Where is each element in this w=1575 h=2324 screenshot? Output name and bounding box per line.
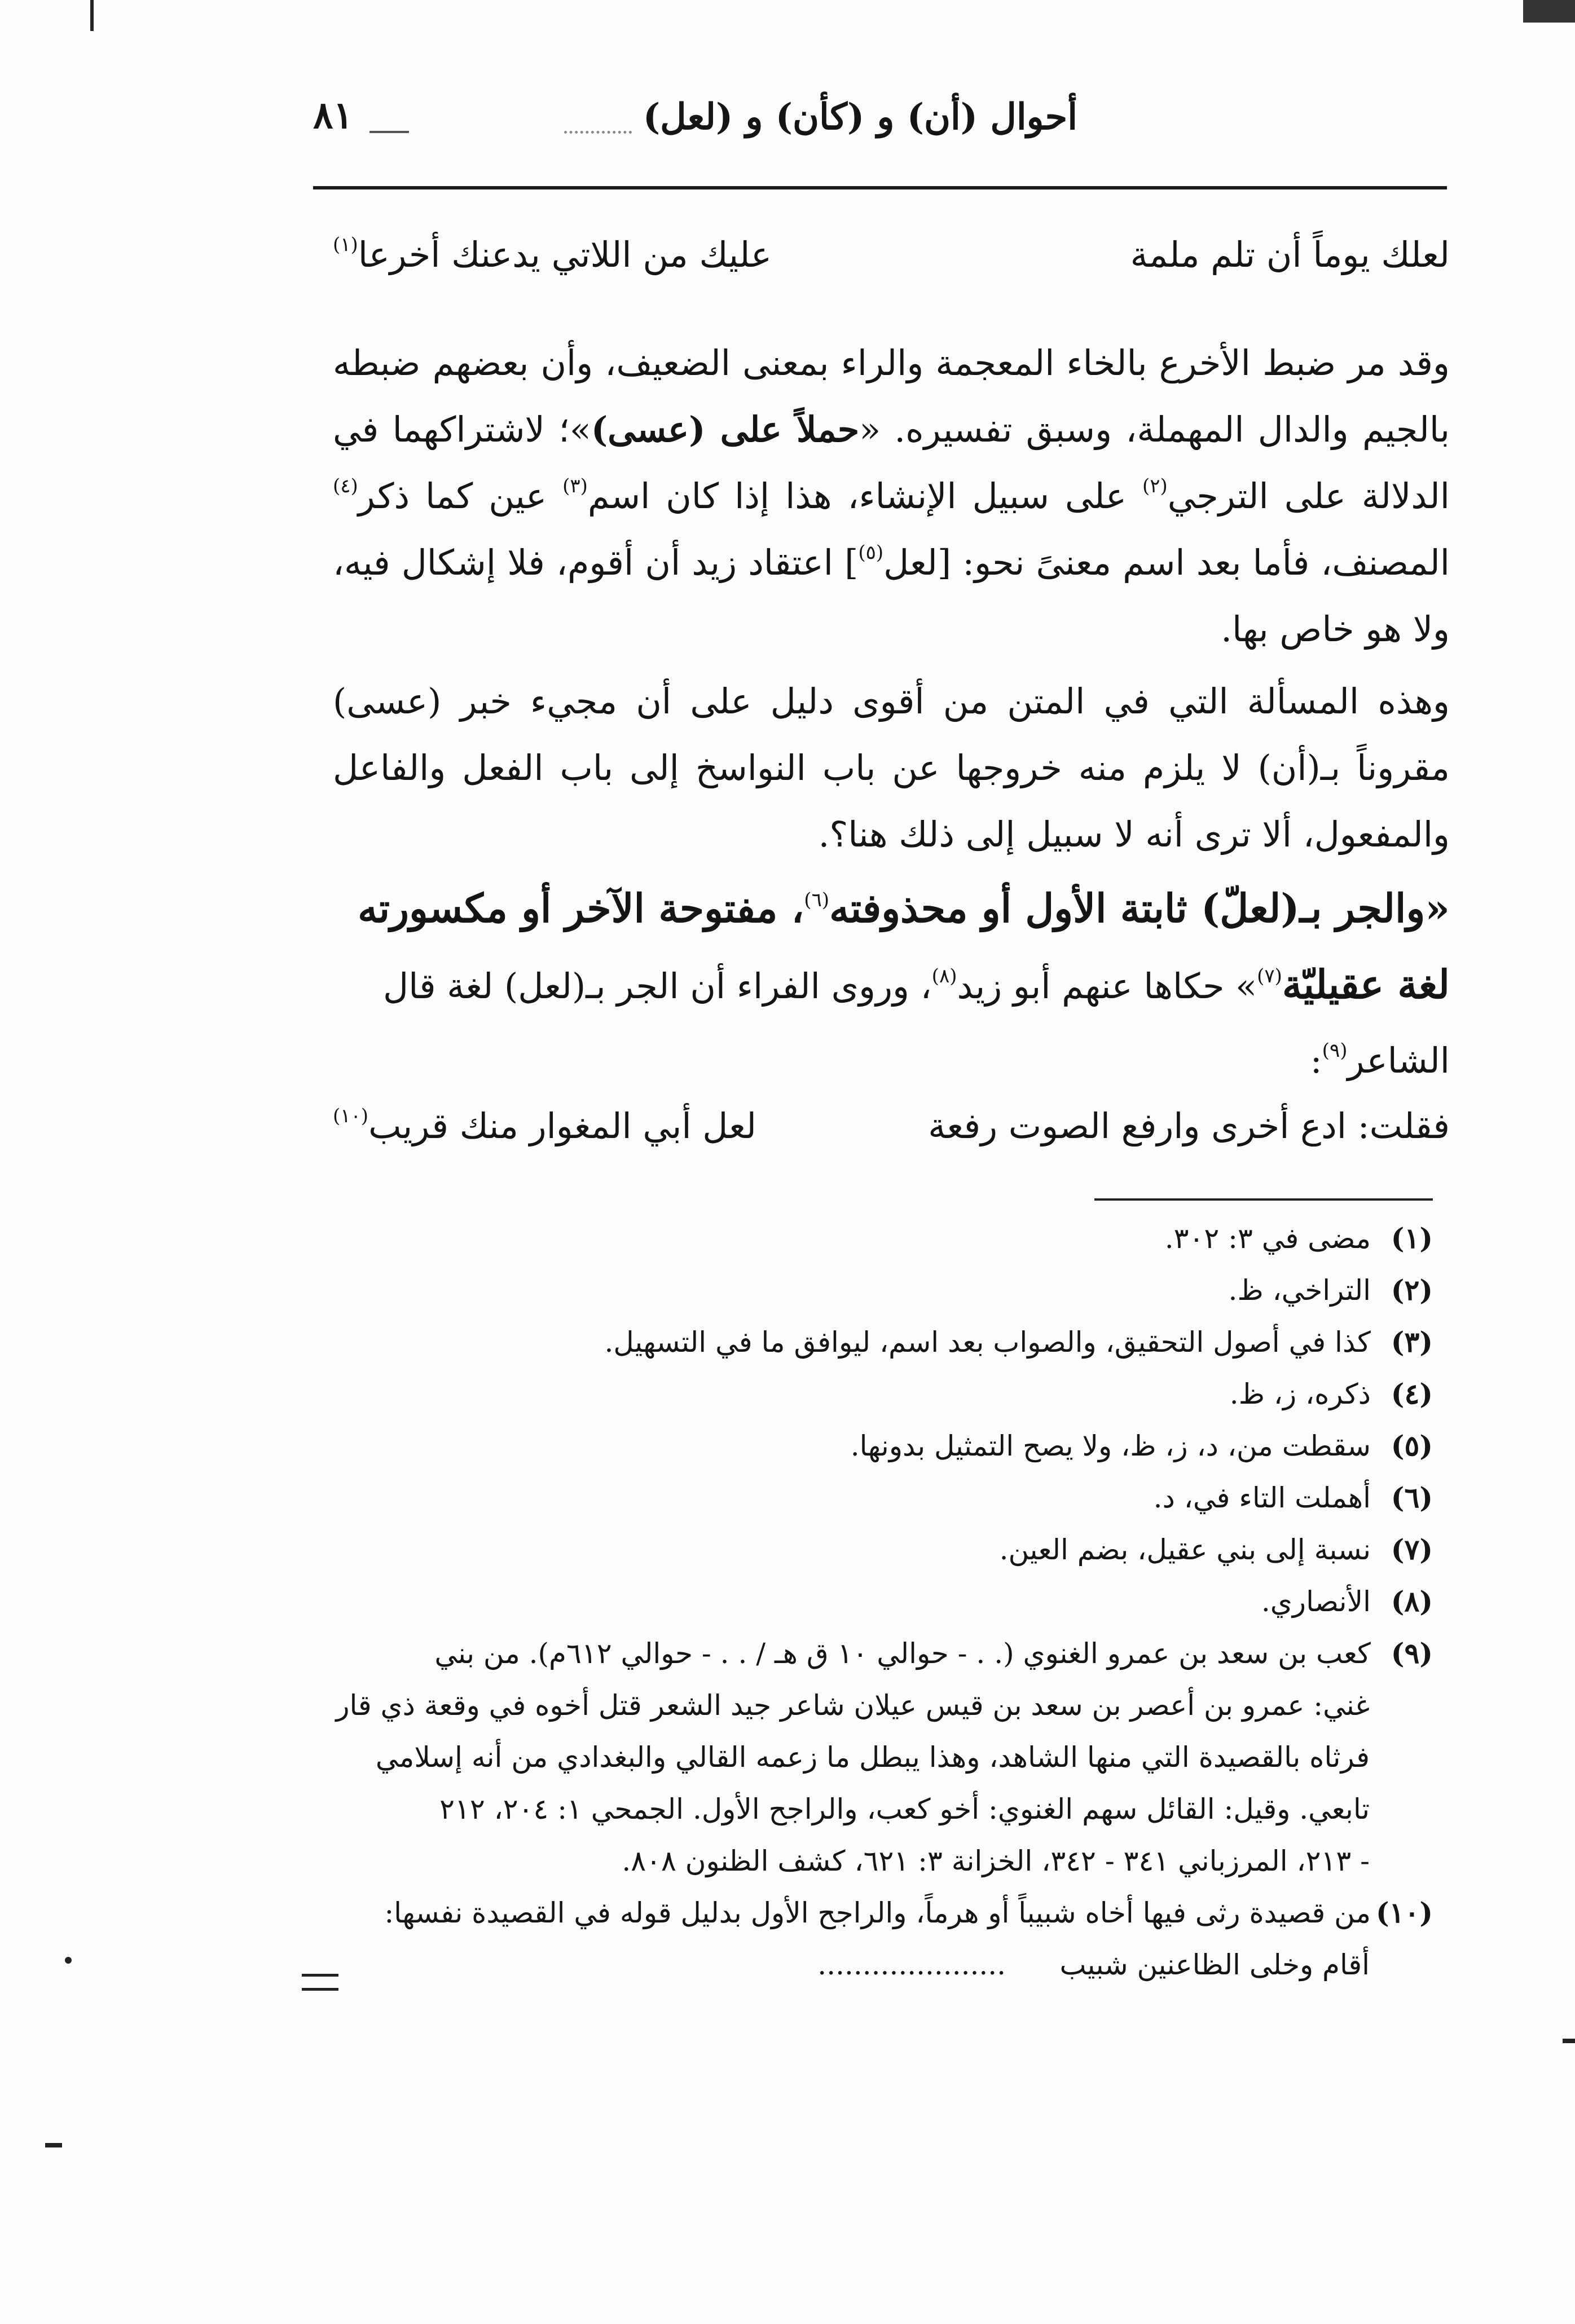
- paragraph-1-text-c: على سبيل الإنشاء، هذا إذا كان اسم: [587, 475, 1142, 517]
- verse-1: [333, 234, 1450, 296]
- paragraph-3-text-a: » حكاها عنهم أبو زيد: [957, 965, 1257, 1007]
- paragraph-1-text-d: عين كما ذكر: [358, 475, 563, 517]
- verse-2-second-hemistich: [333, 1105, 756, 1146]
- footnote-text: كذا في أصول التحقيق، والصواب بعد اسم، ليوافق ما في التسهيل.: [604, 1326, 1371, 1359]
- footnote-10-verse-dots: .....................: [817, 1948, 1006, 1981]
- footnote-number: (٧): [1391, 1533, 1433, 1566]
- footnote-text: أهملت التاء في، د.: [1153, 1481, 1371, 1514]
- scan-mark-top: [90, 0, 94, 31]
- footnote-text: التراخي، ظ.: [1228, 1274, 1371, 1307]
- footnote-ref-3: (٣): [562, 475, 588, 497]
- footnote-text: نسبة إلى بني عقيل، بضم العين.: [999, 1533, 1371, 1566]
- paragraph-3-text-c: :: [1310, 1040, 1322, 1081]
- paragraph-3-bold-a: «والجر بـ(لعلّ) ثابتة الأول أو محذوفته: [829, 885, 1450, 932]
- running-head: أحوال (أن) و (كأن) و (لعل): [643, 96, 1077, 138]
- footnote-ref-1: (١): [333, 233, 358, 256]
- verse-2-first-hemistich: فقلت: ادع أخرى وارفع الصوت رفعة: [928, 1105, 1450, 1146]
- footnote-4: [333, 1368, 1433, 1420]
- footnote-6: [333, 1472, 1433, 1524]
- paragraph-1-text-e: المصنف، فأما بعد اسم معنىً نحو: [لعل: [883, 542, 1450, 583]
- footnote-9-line-5: - ٢١٣، المرزباني ٣٤١ - ٣٤٢، الخزانة ٣: ٦٢١، كشف الظنون ٨٠٨.: [622, 1845, 1370, 1877]
- footnote-number: (٨): [1391, 1585, 1433, 1618]
- paragraph-3-bold-b: ، مفتوحة الآخر أو مكسورته لغة عقيليّة: [358, 885, 1450, 1008]
- verse-1-second-hemistich-text: عليك من اللاتي يدعنك أخرعا: [358, 234, 772, 275]
- footnote-ref-6: (٦): [804, 889, 830, 911]
- footnote-1: [333, 1212, 1433, 1264]
- footnote-number: (٥): [1391, 1429, 1433, 1462]
- footnote-3: [333, 1316, 1433, 1368]
- footnotes: [333, 1212, 1433, 1991]
- header-dotted-mark: [564, 131, 632, 134]
- paragraph-1-text-a: وقد مر ضبط الأخرع بالخاء المعجمة والراء بمعنى الضعيف، وأن بعضهم ضبطه بالجيم والدال المهملة، وسبق تفسيره. «: [333, 342, 1450, 450]
- footnote-number: (١): [1391, 1221, 1433, 1255]
- footnote-ref-7: (٧): [1257, 965, 1282, 987]
- paragraph-3-text-b: ، وروى الفراء أن الجر بـ(لعل) لغة قال الشاعر: [383, 965, 1450, 1081]
- footnote-ref-8: (٨): [931, 965, 957, 987]
- verse-1-second-hemistich: [333, 234, 772, 275]
- footnote-7: [333, 1524, 1433, 1576]
- footnote-text: ذكره، ز، ظ.: [1229, 1378, 1371, 1410]
- footnote-9: [333, 1628, 1433, 1887]
- paragraph-1-bold-quote: حملاً على (عسى): [591, 409, 860, 450]
- paragraph-1: [333, 330, 1450, 663]
- page-number: ٨١: [313, 93, 353, 137]
- footnote-9-line-3: فرثاه بالقصيدة التي منها الشاهد، وهذا يبطل ما زعمه القالي والبغدادي من أنه إسلامي: [375, 1741, 1370, 1774]
- footnote-9-line-2: غني: عمرو بن أعصر بن سعد بن قيس عيلان شاعر جيد الشعر قتل أخوه في وقعة ذي قار: [336, 1689, 1370, 1722]
- footnote-ref-10: (١٠): [333, 1105, 369, 1127]
- scan-corner-shadow: [1523, 0, 1575, 23]
- verse-2: [333, 1105, 1450, 1167]
- footnote-number: (٤): [1391, 1377, 1433, 1410]
- footnote-rule: [1094, 1198, 1433, 1201]
- footnote-9-line-1: كعب بن سعد بن عمرو الغنوي (. . - حوالي ١٠ ق هـ / . . - حوالي ٦١٢م). من بني: [434, 1637, 1371, 1670]
- paragraph-1-text-f: ] اعتقاد زيد أن أقوم، فلا إشكال فيه، ولا هو خاص بها.: [333, 542, 1450, 650]
- verse-1-first-hemistich: لعلك يوماً أن تلم ملمة: [1130, 234, 1450, 275]
- footnote-text: مضى في ٣: ٣٠٢.: [1164, 1222, 1371, 1255]
- footnote-2: [333, 1264, 1433, 1316]
- footnote-ref-9: (٩): [1322, 1039, 1348, 1062]
- footnote-text: سقطت من، د، ز، ظ، ولا يصح التمثيل بدونها.: [850, 1430, 1371, 1462]
- scan-edge-mark: [1563, 2039, 1575, 2043]
- footnote-9-line-4: تابعي. وقيل: القائل سهم الغنوي: أخو كعب، والراجح الأول. الجمحي ١: ٢٠٤، ٢١٢: [439, 1793, 1370, 1825]
- verse-2-second-hemistich-text: لعل أبي المغوار منك قريب: [368, 1105, 757, 1146]
- footnote-5: [333, 1420, 1433, 1472]
- footnote-ref-2: (٢): [1142, 475, 1168, 497]
- paragraph-3: [333, 871, 1450, 1098]
- footnote-number: (١٠): [1375, 1896, 1433, 1929]
- margin-mark-line: [302, 1974, 338, 1977]
- footnote-10-verse-text: أقام وخلى الظاعنين شبيب: [1059, 1948, 1370, 1981]
- footnote-number: (٩): [1391, 1637, 1433, 1670]
- header-rule: [313, 186, 1447, 189]
- footnote-10-verse: [333, 1939, 1433, 1991]
- footnote-10: [333, 1887, 1433, 1991]
- paragraph-2: وهذه المسألة التي في المتن من أقوى دليل على أن مجيء خبر (عسى) مقروناً بـ(أن) لا يلزم منه خروجها عن باب النواسخ إلى باب الفعل والفاعل والمفعول، ألا ترى أنه لا سبيل إلى ذلك هنا؟.: [333, 681, 1450, 855]
- footnote-10-text: من قصيدة رثى فيها أخاه شبيباً أو هرماً، والراجح الأول بدليل قوله في القصيدة نفسها:: [384, 1897, 1371, 1929]
- scan-dot: [45, 2143, 62, 2147]
- footnote-text: الأنصاري.: [1261, 1585, 1371, 1618]
- footnote-number: (٦): [1391, 1481, 1433, 1514]
- margin-mark-line: [302, 1988, 338, 1991]
- footnote-ref-5: (٥): [858, 541, 884, 564]
- footnote-8: [333, 1576, 1433, 1628]
- footnote-number: (٣): [1391, 1325, 1433, 1359]
- page-number-leader: [369, 131, 409, 133]
- paragraph-1-text-b: »؛ لاشتراكهما في الدلالة على الترجي: [333, 409, 1450, 517]
- footnote-ref-4: (٤): [333, 475, 358, 497]
- scan-dot: [65, 1957, 72, 1964]
- footnote-number: (٢): [1391, 1273, 1433, 1307]
